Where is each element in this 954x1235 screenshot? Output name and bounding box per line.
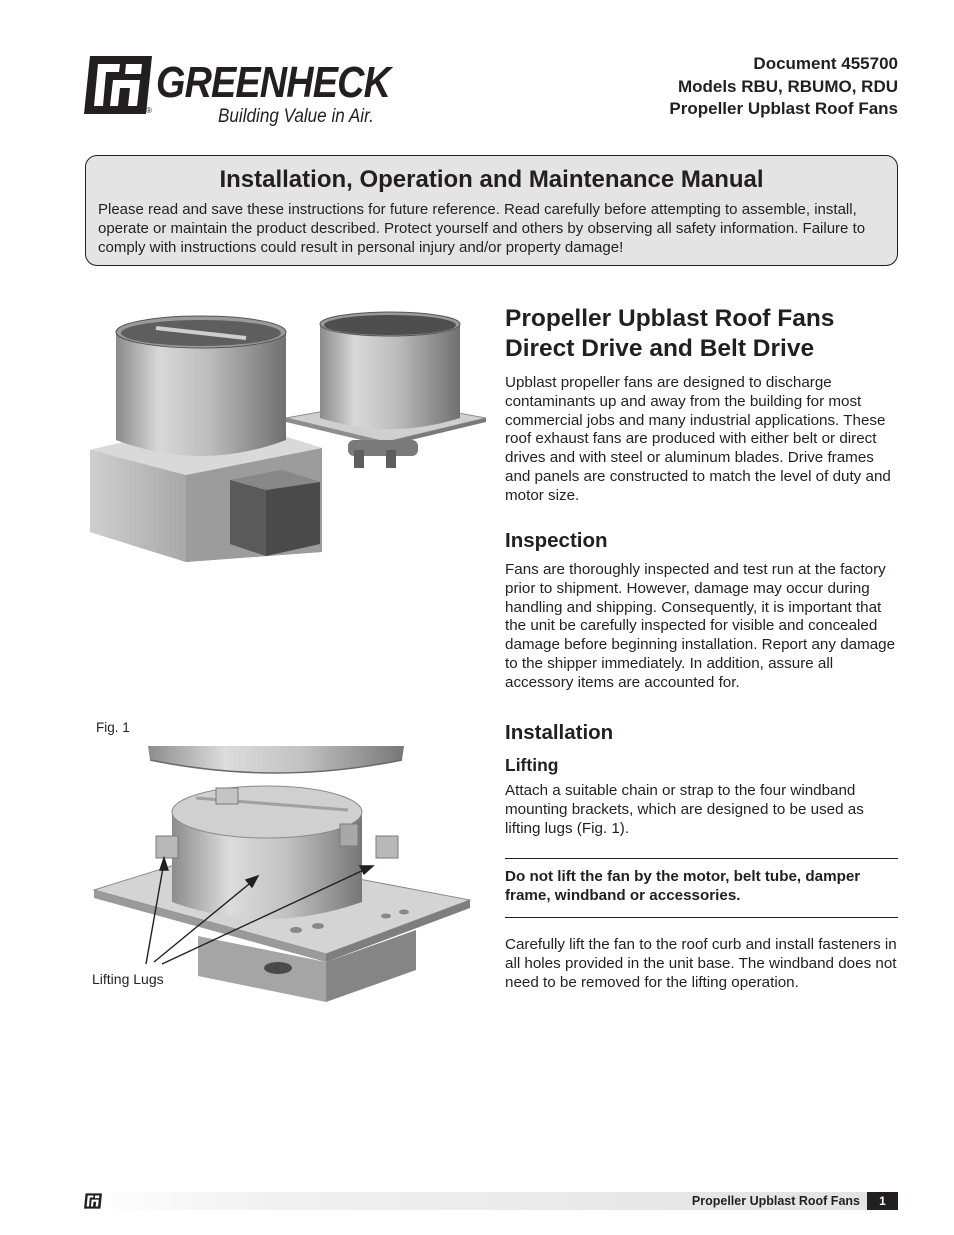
section-title: [505, 304, 900, 364]
lifting-lugs-label: Lifting Lugs: [92, 971, 164, 987]
lifting-warning: Do not lift the fan by the motor, belt tube, damper frame, windband or accessories.: [505, 868, 861, 904]
brand-name: GREENHECK: [156, 58, 391, 107]
figure-label: Fig. 1: [96, 720, 130, 735]
installation-heading: Installation: [505, 721, 614, 744]
warning-bottom-rule: [505, 917, 898, 918]
product-name: Propeller Upblast Roof Fans: [669, 99, 898, 118]
greenheck-footer-icon: [84, 1193, 102, 1209]
manual-notice-box: [85, 155, 898, 266]
inspection-paragraph: Fans are thoroughly inspected and test run at the factory prior to shipment. However, damage may occur during handling and shipping. Consequently, it is important that the unit be carefully inspected for visible and concealed damage before beginning installation. Report any damage to the shipper immediately. In addition, assure all accessory items are accounted for.: [505, 561, 896, 691]
greenheck-logo-icon: [84, 56, 152, 114]
greenheck-logo: [84, 54, 394, 134]
lifting-heading: Lifting: [505, 755, 559, 775]
lifting-paragraph-2: Carefully lift the fan to the roof curb and install fasteners in all holes provided in the unit base. The windband does not need to be removed for the lifting operation.: [505, 936, 897, 991]
model-list: Models RBU, RBUMO, RDU: [677, 76, 898, 96]
warning-top-rule: [505, 858, 898, 859]
manual-notice-text: Please read and save these instructions for future reference. Read carefully before attempting to assemble, install, operate or maintain the product described. Protect yourself and others by observing all safety information. Failure to comply with instructions could result in personal injury and/or property damage!: [98, 201, 866, 256]
intro-paragraph: Upblast propeller fans are designed to discharge contaminants up and away from the building for most commercial jobs and many industrial applications. These roof exhaust fans are produced with either belt or direct drives and with steel or aluminum blades. Drive frames and panels are constructed to match the level of duty and motor size.: [505, 374, 891, 504]
fan-lifting-diagram: [86, 740, 486, 1005]
brand-tagline: Building Value in Air.: [218, 106, 374, 127]
lifting-paragraph: Attach a suitable chain or strap to the four windband mounting brackets, which are designed to be used as lifting lugs (Fig. 1).: [505, 782, 864, 837]
fan-product-photo: [86, 300, 486, 565]
document-info: [669, 53, 898, 121]
manual-title: Installation, Operation and Maintenance Manual: [219, 166, 764, 193]
section-title-line1: Propeller Upblast Roof Fans: [505, 305, 835, 332]
footer-title: Propeller Upblast Roof Fans: [691, 1194, 860, 1208]
document-number: Document 455700: [753, 54, 898, 73]
page-number: 1: [867, 1192, 898, 1210]
section-title-line2: Direct Drive and Belt Drive: [505, 335, 815, 362]
registered-mark: ®: [146, 106, 152, 115]
inspection-heading: Inspection: [505, 529, 608, 552]
